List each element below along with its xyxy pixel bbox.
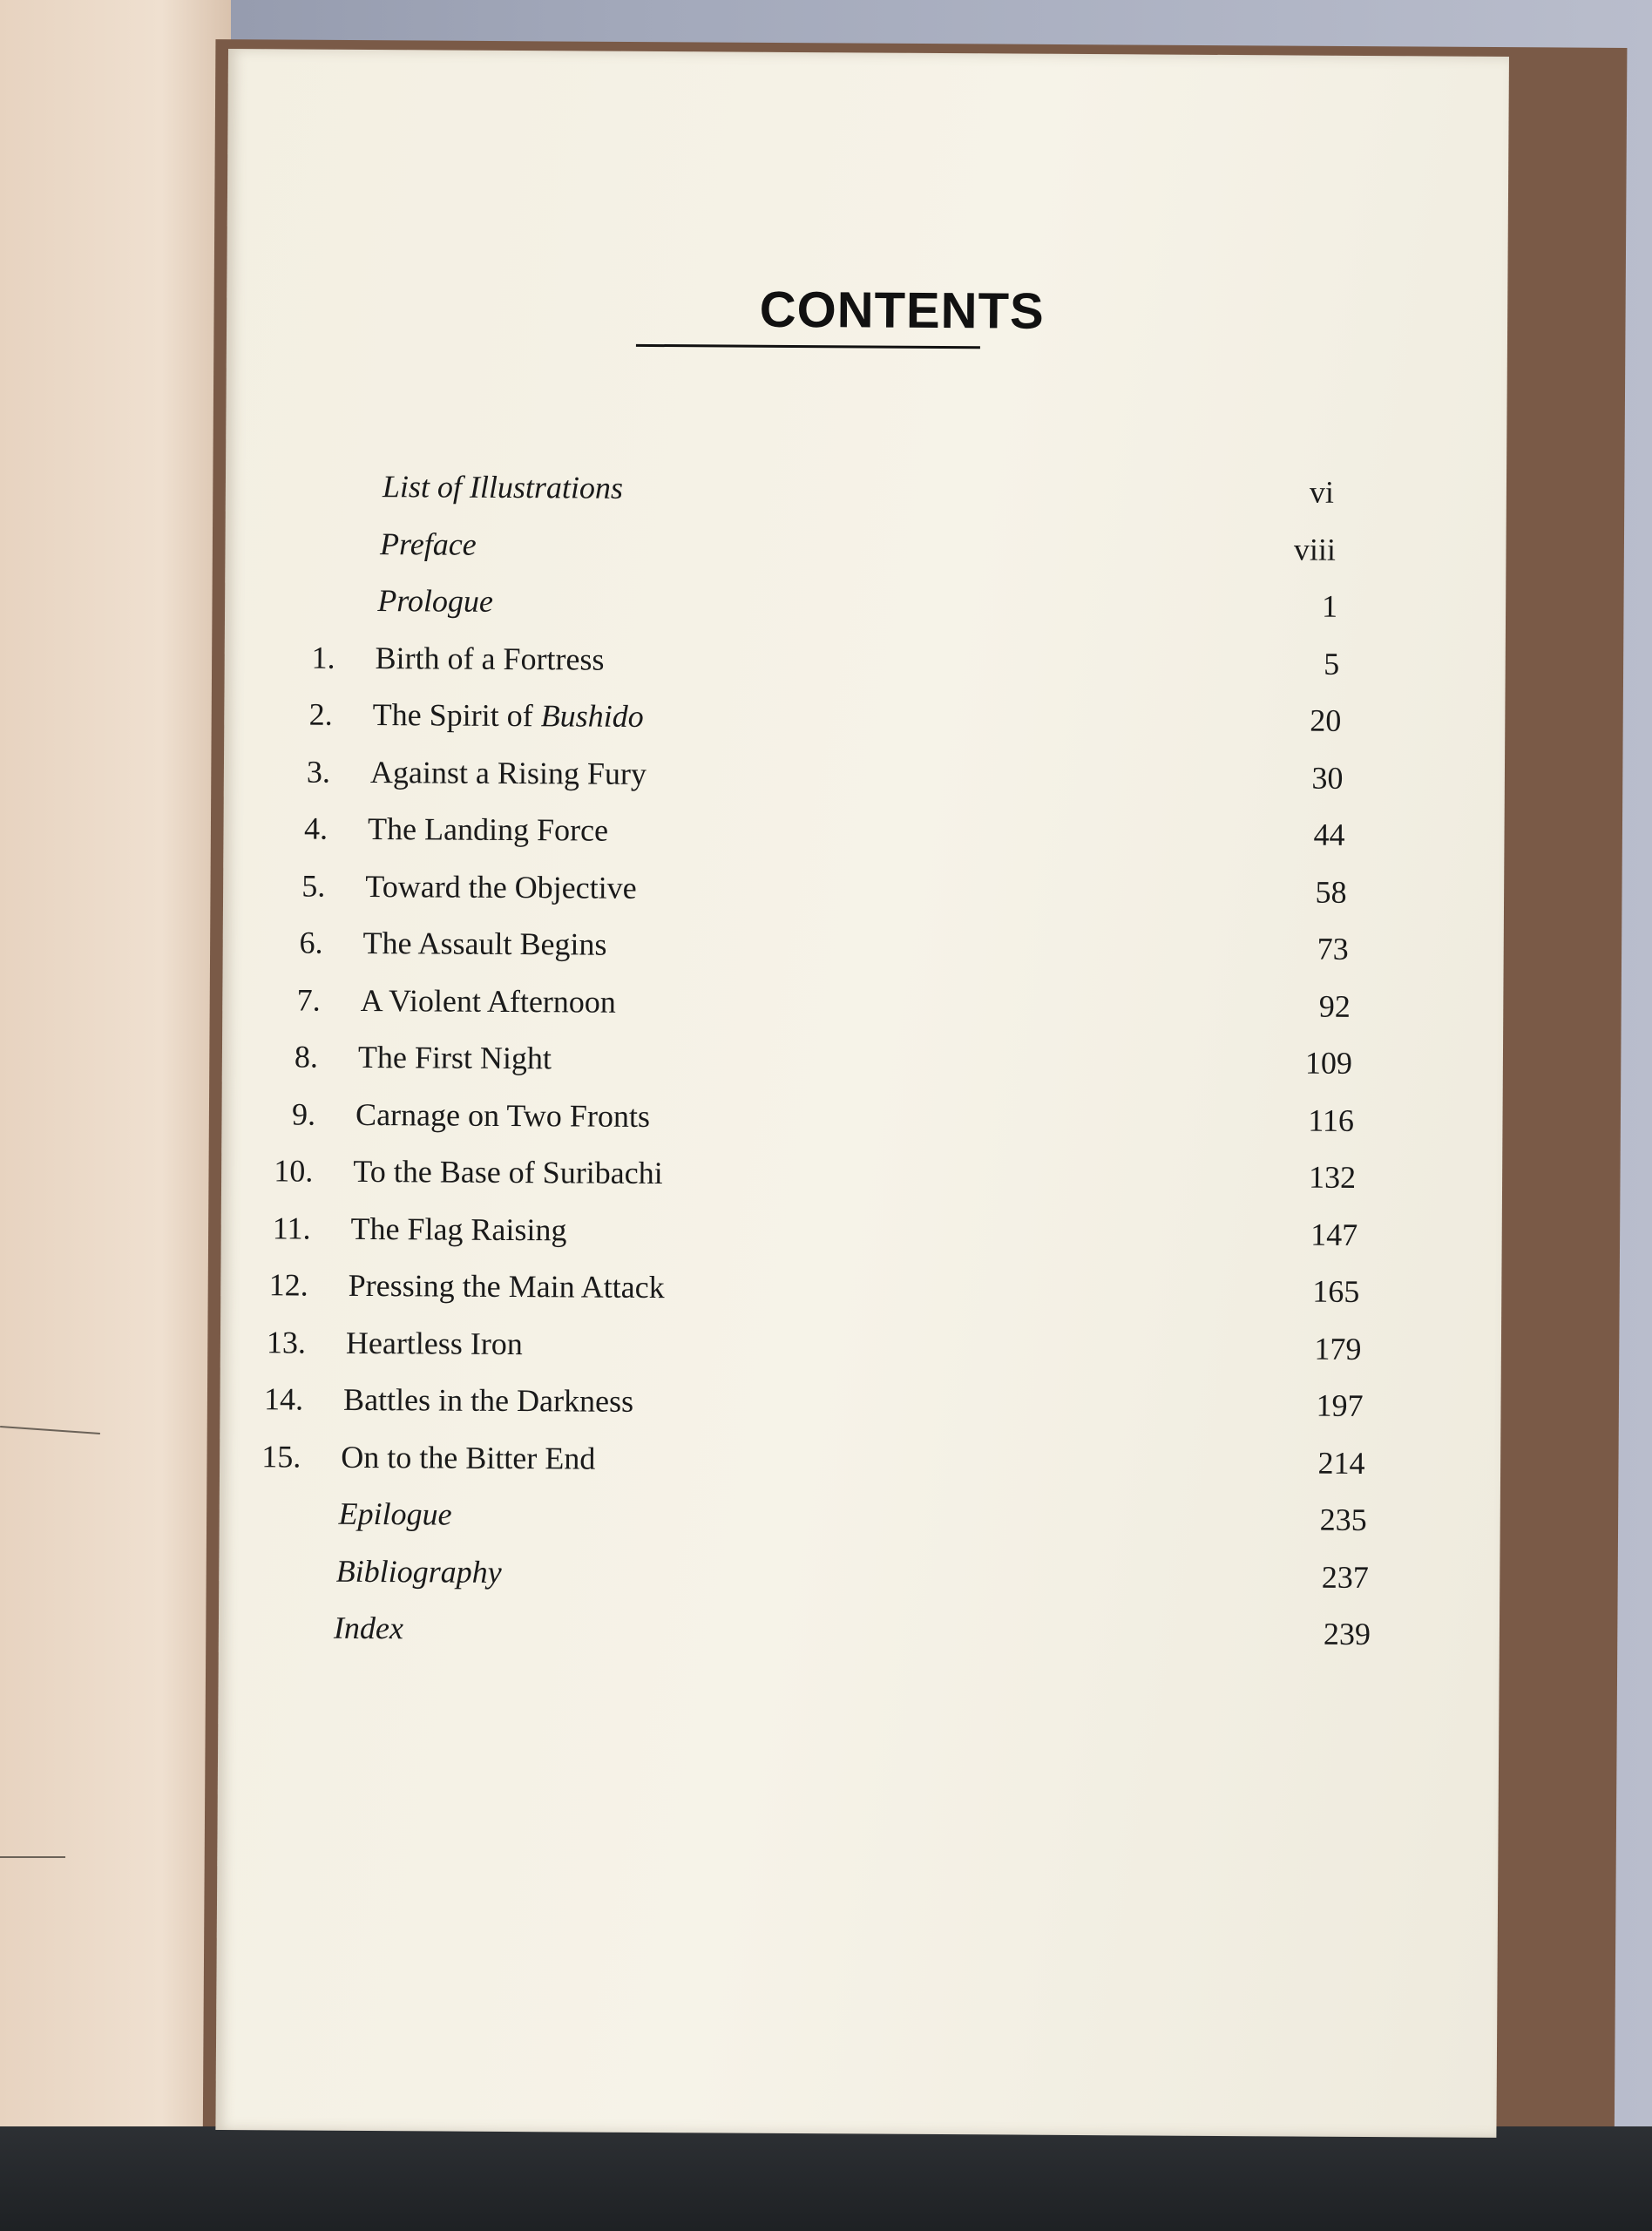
- entry-title-text: A Violent Afternoon: [360, 982, 616, 1020]
- title-underline: [636, 344, 980, 349]
- chapter-number: 11.: [272, 1210, 311, 1246]
- page-number: 165: [1312, 1273, 1360, 1309]
- page-number: 30: [1311, 760, 1344, 796]
- page-number: 109: [1304, 1045, 1353, 1081]
- entry-title-text: On to the Bitter End: [341, 1439, 596, 1476]
- page-number: 20: [1310, 702, 1342, 738]
- chapter-number: 13.: [266, 1324, 307, 1360]
- page-number: 239: [1323, 1616, 1371, 1652]
- page-number: 1: [1321, 588, 1338, 624]
- entry-title-text: Against a Rising Fury: [369, 754, 647, 791]
- page-number: 235: [1319, 1502, 1367, 1538]
- page-number: 147: [1310, 1217, 1358, 1252]
- entry-title: [370, 754, 647, 792]
- entry-title: [383, 468, 623, 506]
- entry-title: [353, 1153, 663, 1191]
- contents-page: [215, 49, 1509, 2138]
- entry-title-text: Carnage on Two Fronts: [355, 1096, 651, 1134]
- chapter-number: 7.: [296, 982, 321, 1018]
- entry-title-text: Toward the Objective: [365, 868, 637, 905]
- entry-title-text: To the Base of Suribachi: [353, 1153, 663, 1191]
- page-number: vi: [1309, 474, 1335, 510]
- chapter-number: 2.: [308, 696, 333, 732]
- chapter-number: 10.: [274, 1153, 314, 1189]
- entry-title-text: Battles in the Darkness: [343, 1381, 634, 1419]
- chapter-number: 14.: [264, 1381, 304, 1417]
- chapter-number: 4.: [304, 810, 328, 846]
- entry-title-text: The Landing Force: [368, 810, 609, 848]
- facing-page: [0, 0, 231, 2153]
- page-number: 5: [1324, 646, 1340, 682]
- entry-title-text: Pressing the Main Attack: [348, 1267, 665, 1305]
- entry-title-text: The Spirit of: [372, 697, 541, 734]
- entry-title: [350, 1210, 566, 1248]
- facing-page-rule: [0, 1426, 100, 1434]
- chapter-number: 6.: [299, 925, 323, 960]
- entry-title-text: List of Illustrations: [382, 469, 624, 505]
- page-number: 73: [1317, 931, 1349, 966]
- entry-title-text: Birth of a Fortress: [375, 640, 605, 677]
- chapter-number: 5.: [301, 868, 326, 904]
- entry-title: [349, 1267, 665, 1305]
- entry-title-text: The Assault Begins: [362, 925, 607, 962]
- entry-title-text: Epilogue: [338, 1495, 452, 1532]
- entry-title: [368, 810, 608, 849]
- page-number: 214: [1317, 1445, 1365, 1481]
- facing-page-rule: [0, 1856, 65, 1858]
- entry-title: [365, 867, 637, 905]
- chapter-number: 9.: [292, 1095, 316, 1132]
- entry-title-italic: Bushido: [540, 698, 644, 734]
- entry-title: [358, 1039, 552, 1076]
- entry-title: [362, 925, 606, 963]
- page-title: CONTENTS: [759, 281, 1045, 340]
- entry-title: [355, 1095, 650, 1134]
- entry-title-text: Heartless Iron: [345, 1325, 523, 1361]
- chapter-number: 12.: [268, 1267, 308, 1303]
- chapter-number: 3.: [306, 754, 331, 790]
- entry-title: [338, 1495, 451, 1533]
- page-number: 132: [1308, 1159, 1357, 1195]
- entry-title: [343, 1381, 633, 1420]
- entry-title: [377, 582, 493, 620]
- page-number: 116: [1308, 1102, 1355, 1138]
- chapter-number: 15.: [261, 1438, 301, 1475]
- page-number: 92: [1318, 988, 1351, 1024]
- entry-title-text: The First Night: [357, 1039, 552, 1076]
- page-number: viii: [1293, 531, 1337, 567]
- entry-title: [346, 1324, 523, 1361]
- entry-title: [334, 1610, 403, 1646]
- entry-title-text: Index: [333, 1610, 404, 1646]
- entry-title: [380, 526, 477, 563]
- entry-title-text: Prologue: [377, 583, 494, 619]
- background-surface: [0, 2126, 1652, 2231]
- entry-title: [336, 1552, 502, 1590]
- page-number: 197: [1316, 1387, 1364, 1423]
- page-number: 58: [1315, 874, 1347, 910]
- chapter-number: 8.: [294, 1039, 319, 1075]
- page-number: 44: [1313, 817, 1345, 852]
- page-number: 237: [1321, 1559, 1369, 1595]
- entry-title: [341, 1438, 595, 1476]
- entry-title: [373, 696, 644, 735]
- entry-title: [375, 640, 604, 678]
- entry-title-text: Preface: [380, 526, 477, 562]
- entry-title: [361, 981, 616, 1020]
- entry-title-text: The Flag Raising: [350, 1210, 567, 1247]
- page-number: 179: [1314, 1331, 1362, 1366]
- entry-title-text: Bibliography: [335, 1553, 502, 1590]
- chapter-number: 1.: [311, 640, 335, 675]
